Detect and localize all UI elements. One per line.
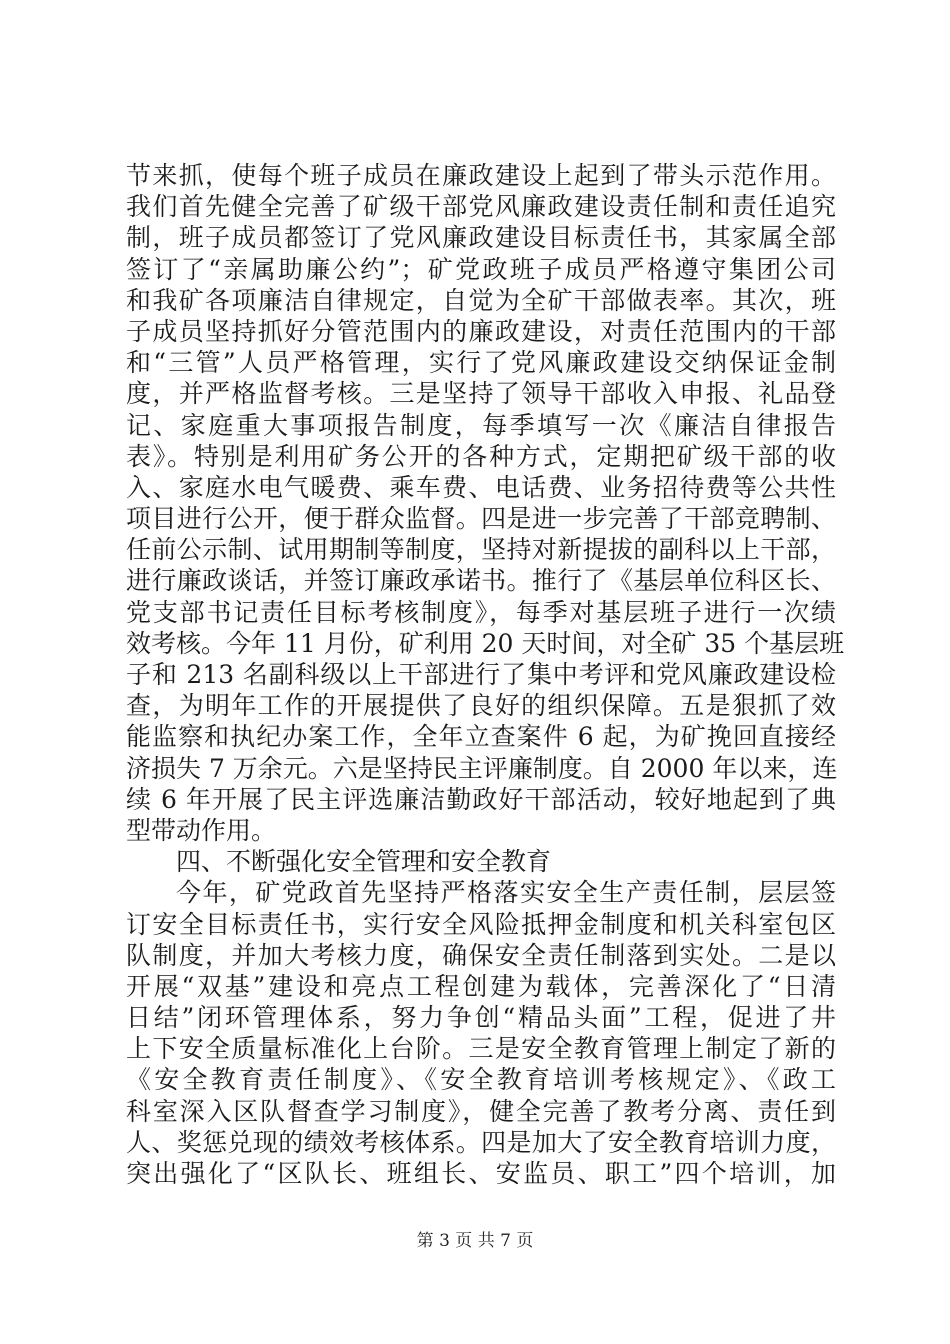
text-line: 能监察和执纪办案工作，全年立查案件 6 起，为矿挽回直接经 bbox=[126, 722, 836, 752]
text-line: 济损失 7 万余元。六是坚持民主评廉制度。自 2000 年以来，连 bbox=[126, 753, 838, 783]
text-line: 我们首先健全完善了矿级干部党风廉政建设责任制和责任追究 bbox=[126, 192, 836, 222]
body-text bbox=[126, 160, 845, 1189]
text-line: 上下安全质量标准化上台阶。三是安全教育管理上制定了新的 bbox=[126, 1034, 836, 1064]
text-line: 突出强化了“区队长、班组长、安监员、职工”四个培训，加 bbox=[126, 1159, 836, 1188]
text-line: 入、家庭水电气暖费、乘车费、电话费、业务招待费等公共性 bbox=[126, 472, 836, 502]
text-line: 效考核。今年 11 月份，矿利用 20 天时间，对全矿 35 个基层班 bbox=[126, 628, 845, 658]
text-line: 队制度，并加大考核力度，确保安全责任制落到实处。二是以 bbox=[126, 940, 836, 970]
text-line: 制，班子成员都签订了党风廉政建设目标责任书，其家属全部 bbox=[126, 223, 836, 253]
page-footer: 第 3 页 共 7 页 bbox=[416, 1231, 534, 1251]
text-line: 科室深入区队督查学习制度》，健全完善了教考分离、责任到 bbox=[126, 1096, 836, 1126]
text-line: 型带动作用。 bbox=[126, 815, 277, 845]
text-line: 人、奖惩兑现的绩效考核体系。四是加大了安全教育培训力度， bbox=[126, 1127, 836, 1157]
text-line: 子和 213 名副科级以上干部进行了集中考评和党风廉政建设检 bbox=[126, 660, 836, 689]
text-line: 《安全教育责任制度》、《安全教育培训考核规定》、《政工 bbox=[126, 1065, 836, 1095]
text-line: 进行廉政谈话，并签订廉政承诺书。推行了《基层单位科区长、 bbox=[126, 566, 836, 596]
text-line: 开展“双基”建设和亮点工程创建为载体，完善深化了“日清 bbox=[126, 971, 836, 1001]
text-line: 记、家庭重大事项报告制度，每季填写一次《廉洁自律报告 bbox=[126, 410, 836, 440]
text-line: 续 6 年开展了民主评选廉洁勤政好干部活动，较好地起到了典 bbox=[126, 784, 836, 814]
text-line: 任前公示制、试用期制等制度，坚持对新提拔的副科以上干部， bbox=[126, 535, 836, 565]
text-line: 和我矿各项廉洁自律规定，自觉为全矿干部做表率。其次，班 bbox=[126, 285, 836, 315]
text-line: 项目进行公开，便于群众监督。四是进一步完善了干部竞聘制、 bbox=[126, 504, 836, 534]
text-line: 和“三管”人员严格管理，实行了党风廉政建设交纳保证金制 bbox=[126, 348, 836, 378]
text-line: 子成员坚持抓好分管范围内的廉政建设，对责任范围内的干部 bbox=[126, 316, 836, 346]
text-line: 表》。特别是利用矿务公开的各种方式，定期把矿级干部的收 bbox=[126, 441, 836, 471]
text-line: 党支部书记责任目标考核制度》，每季对基层班子进行一次绩 bbox=[126, 597, 836, 627]
text-line: 查，为明年工作的开展提供了良好的组织保障。五是狠抓了效 bbox=[126, 691, 836, 721]
text-line: 日结”闭环管理体系，努力争创“精品头面”工程，促进了井 bbox=[126, 1003, 836, 1033]
text-line: 度，并严格监督考核。三是坚持了领导干部收入申报、礼品登 bbox=[126, 379, 836, 409]
text-line: 今年，矿党政首先坚持严格落实安全生产责任制，层层签 bbox=[176, 878, 836, 908]
text-line: 签订了“亲属助廉公约”；矿党政班子成员严格遵守集团公司 bbox=[126, 254, 836, 284]
text-line: 订安全目标责任书，实行安全风险抵押金制度和机关科室包区 bbox=[126, 909, 836, 939]
text-line: 节来抓，使每个班子成员在廉政建设上起到了带头示范作用。 bbox=[126, 161, 836, 190]
section-heading: 四、不断强化安全管理和安全教育 bbox=[176, 847, 552, 877]
